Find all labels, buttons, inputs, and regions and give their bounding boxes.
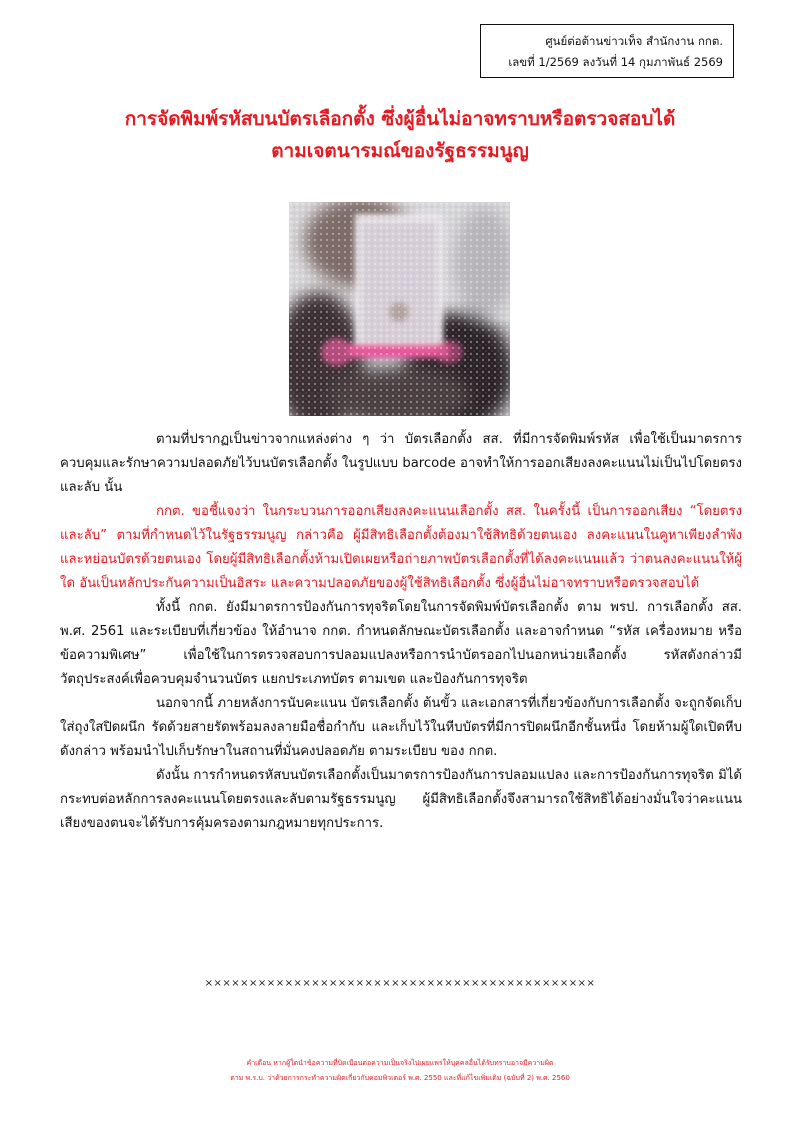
- footer-warning: [0, 1056, 800, 1086]
- blurred-ballot-photo: [289, 202, 510, 416]
- reference-office: ศูนย์ต่อต้านข่าวเท็จ สำนักงาน กกต.: [545, 34, 723, 48]
- title-line-1: การจัดพิมพ์รหัสบนบัตรเลือกตั้ง ซึ่งผู้อื่นไม่อาจทราบหรือตรวจสอบได้: [124, 108, 676, 130]
- body-text: [60, 428, 742, 836]
- paragraph-4: นอกจากนี้ ภายหลังการนับคะแนน บัตรเลือกตั้ง ต้นขั้ว และเอกสารที่เกี่ยวข้องกับการเลือกตั้ง จะถูกจัดเก็บใส่ถุงใสปิดผนึก รัดด้วยสายรัดพร้อมลงลายมือชื่อกำกับ และเก็บไว้ในหีบบัตรที่มีการปิดผนึกอีกชั้นหนึ่ง โดยห้ามผู้ใดเปิดหีบดังกล่าว พร้อมนำไปเก็บรักษาในสถานที่มั่นคงปลอดภัย ตามระเบียบ ของ กกต.: [60, 696, 742, 759]
- separator: ××××××××××××××××××××××××××××××××××××××××××××: [204, 978, 596, 989]
- reference-number: เลขที่ 1/2569 ลงวันที่ 14 กุมภาพันธ์ 2569: [508, 55, 723, 69]
- paragraph-1: ตามที่ปรากฏเป็นข่าวจากแหล่งต่าง ๆ ว่า บัตรเลือกตั้ง สส. ที่มีการจัดพิมพ์รหัส เพื่อใช้เป็นมาตรการควบคุมและรักษาความปลอดภัยไว้บนบัตรเลือกตั้ง ในรูปแบบ barcode อาจทำให้การออกเสียงลงคะแนนไม่เป็นไปโดยตรงและลับ นั้น: [60, 432, 742, 495]
- paragraph-3: ทั้งนี้ กกต. ยังมีมาตรการป้องกันการทุจริตโดยในการจัดพิมพ์บัตรเลือกตั้ง ตาม พรป. การเลือกตั้ง สส. พ.ศ. 2561 และระเบียบที่เกี่ยวข้อง ให้อำนาจ กกต. กำหนดลักษณะบัตรเลือกตั้ง และอาจกำหนด “รหัส เครื่องหมาย หรือข้อความพิเศษ” เพื่อใช้ในการตรวจสอบการปลอมแปลงหรือการนำบัตรออกไปนอกหน่วยเลือกตั้ง รหัสดังกล่าวมีวัตถุประสงค์เพื่อควบคุมจำนวนบัตร แยกประเภทบัตร ตามเขต และป้องกันการทุจริต: [60, 600, 742, 687]
- footer-line-2: ตาม พ.ร.บ. ว่าด้วยการกระทำความผิดเกี่ยวกับคอมพิวเตอร์ พ.ศ. 2550 และที่แก้ไขเพิ่มเติม (ฉบับที่ 2) พ.ศ. 2560: [230, 1074, 570, 1082]
- paragraph-2-clarification: กกต. ขอชี้แจงว่า ในกระบวนการออกเสียงลงคะแนนเลือกตั้ง สส. ในครั้งนี้ เป็นการออกเสียง “โดยตรงและลับ” ตามที่กำหนดไว้ในรัฐธรรมนูญ กล่าวคือ ผู้มีสิทธิเลือกตั้งต้องมาใช้สิทธิด้วยตนเอง ลงคะแนนในคูหาเพียงลำพัง และหย่อนบัตรด้วยตนเอง โดยผู้มีสิทธิเลือกตั้งห้ามเปิดเผยหรือถ่ายภาพบัตรเลือกตั้งที่ได้ลงคะแนนแล้ว ว่าตนลงคะแนนให้ผู้ใด อันเป็นหลักประกันความเป็นอิสระ และความปลอดภัยของผู้ใช้สิทธิเลือกตั้ง ซึ่งผู้อื่นไม่อาจทราบหรือตรวจสอบได้: [60, 504, 742, 591]
- reference-box: [480, 24, 734, 78]
- title-line-2: ตามเจตนารมณ์ของรัฐธรรมนูญ: [271, 140, 529, 162]
- footer-line-1: คำเตือน หากผู้ใดนำข้อความที่บิดเบือนต่อความเป็นจริงไปเผยแพร่ให้บุคคลอื่นได้รับทราบอาจมีความผิด: [246, 1059, 554, 1067]
- paragraph-5: ดังนั้น การกำหนดรหัสบนบัตรเลือกตั้งเป็นมาตรการป้องกันการปลอมแปลง และการป้องกันการทุจริต มิได้กระทบต่อหลักการลงคะแนนโดยตรงและลับตามรัฐธรรมนูญ ผู้มีสิทธิเลือกตั้งจึงสามารถใช้สิทธิได้อย่างมั่นใจว่าคะแนนเสียงของตนจะได้รับการคุ้มครองตามกฎหมายทุกประการ.: [60, 768, 742, 831]
- page-title: [40, 103, 760, 167]
